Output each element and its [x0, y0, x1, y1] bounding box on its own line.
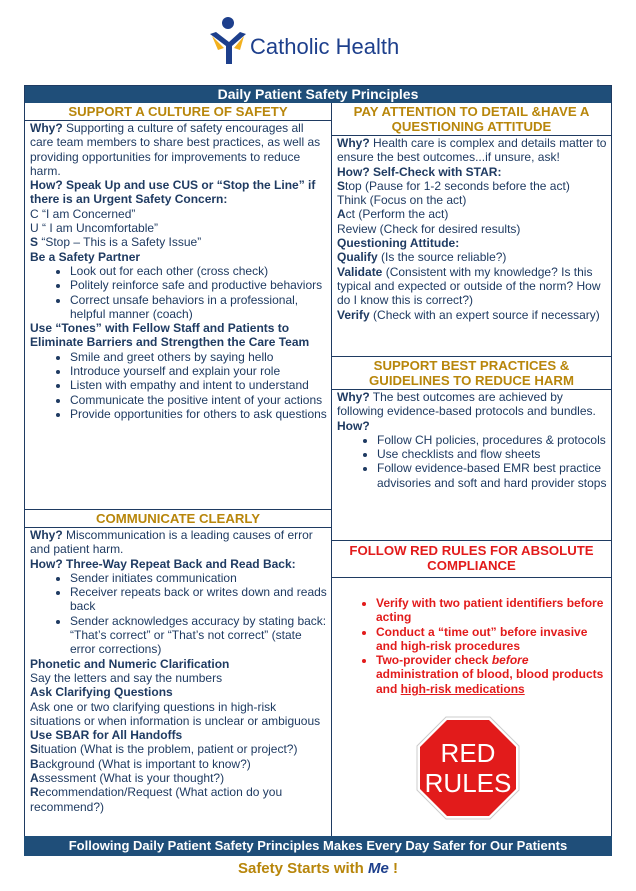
cus-item: U “ I am Uncomfortable”	[30, 221, 159, 236]
list-item: • Receiver repeats back or writes down and reads back	[70, 585, 327, 614]
list-item: • Sender initiates communication	[70, 571, 327, 585]
qa-item: Qualify (Is the source reliable?)	[337, 250, 507, 265]
sbar-item: Situation (What is the problem, patient or project?)	[30, 742, 298, 757]
why-text: Supporting a culture of safety encourages all care team members to share best practices, as well as providing opportunities for improvements to reduce harm.	[30, 121, 321, 178]
catholic-health-figure-logo-icon	[208, 16, 248, 66]
practices-heading: SUPPORT BEST PRACTICES & GUIDELINES TO REDUCE HARM	[332, 357, 611, 390]
detail-section	[332, 103, 611, 357]
ask-label: Ask Clarifying Questions	[30, 685, 173, 700]
detail-why: Why? Health care is complex and details matter to ensure the best outcomes...if unsure, ask!	[337, 136, 607, 165]
practices-list	[337, 433, 607, 490]
list-item: • Follow evidence-based EMR best practice advisories and soft and hard provider stops	[377, 461, 607, 490]
list-item: • Two-provider check before administration of blood, blood products and high-risk medications	[376, 653, 611, 696]
ask-text: Ask one or two clarifying questions in high-risk situations or when information is unclear or ambiguous	[30, 699, 321, 728]
communicate-heading: COMMUNICATE CLEARLY	[25, 510, 331, 528]
culture-body	[25, 121, 331, 421]
safety-principles-frame	[24, 85, 612, 855]
communicate-how: How? Three-Way Repeat Back and Read Back:	[30, 556, 296, 571]
list-item: • Smile and greet others by saying hello	[70, 350, 327, 364]
why-label: Why?	[30, 121, 63, 135]
culture-heading: SUPPORT A CULTURE OF SAFETY	[25, 103, 331, 121]
footer-banner: Following Daily Patient Safety Principles Makes Every Day Safer for Our Patients	[24, 836, 612, 856]
sbar-label: Use SBAR for All Handoffs	[30, 728, 183, 743]
qa-item: Verify (Check with an expert source if necessary)	[337, 307, 600, 322]
list-item: • Introduce yourself and explain your role	[70, 364, 327, 378]
practices-section	[332, 357, 611, 541]
list-item: • Provide opportunities for others to ask questions	[70, 407, 327, 421]
star-item: Think (Focus on the act)	[337, 193, 467, 208]
culture-section	[25, 103, 331, 510]
star-item: Act (Perform the act)	[337, 207, 449, 222]
sign-line1: RED	[440, 738, 496, 768]
communicate-body	[25, 528, 331, 814]
catholic-health-logo	[208, 16, 428, 68]
communicate-why: Why? Miscommunication is a leading causes of error and patient harm.	[30, 528, 313, 557]
partner-list	[30, 264, 327, 321]
list-item: • Politely reinforce safe and productive behaviors	[70, 278, 327, 292]
cus-item: C “I am Concerned”	[30, 206, 136, 221]
qa-item: Validate (Consistent with my knowledge? Is this typical and expected or outside of the norm? How do I know this is correct?)	[337, 264, 601, 308]
tones-label: Use “Tones” with Fellow Staff and Patients to Eliminate Barriers and Strengthen the Care Team	[30, 321, 310, 350]
left-column	[25, 103, 332, 854]
cus-item: S “Stop – This is a Safety Issue”	[30, 235, 202, 250]
list-item: • Listen with empathy and intent to understand	[70, 378, 327, 392]
logo-text: Catholic Health	[250, 34, 400, 59]
phonetic-label: Phonetic and Numeric Clarification	[30, 656, 230, 671]
detail-heading: PAY ATTENTION TO DETAIL &HAVE A QUESTIONING ATTITUDE	[332, 103, 611, 136]
sbar-item: Recommendation/Request (What action do you recommend?)	[30, 785, 283, 814]
red-rules-stop-sign-icon	[416, 716, 520, 820]
partner-label: Be a Safety Partner	[30, 249, 141, 264]
list-item: • Use checklists and flow sheets	[377, 447, 607, 461]
detail-body	[332, 136, 611, 322]
culture-why	[30, 121, 327, 178]
sbar-item: Assessment (What is your thought?)	[30, 771, 225, 786]
practices-how: How?	[337, 418, 370, 433]
sbar-item: Background (What is important to know?)	[30, 756, 251, 771]
list-item: • Conduct a “time out” before invasive and high-risk procedures	[376, 625, 611, 654]
culture-how: How? Speak Up and use CUS or “Stop the Line” if there is an Urgent Safety Concern:	[30, 178, 316, 207]
sign-line2: RULES	[424, 768, 512, 798]
page-title: Daily Patient Safety Principles	[25, 86, 611, 103]
practices-body	[332, 390, 611, 490]
tones-list	[30, 350, 327, 421]
list-item: • Sender acknowledges accuracy by stating back: “That’s correct” or “That’s not correct” (state error corrections)	[70, 614, 327, 657]
redrules-heading: FOLLOW RED RULES FOR ABSOLUTE COMPLIANCE	[332, 541, 611, 578]
star-item: Review (Check for desired results)	[337, 221, 521, 236]
tagline: Safety Starts with Me !	[237, 860, 399, 877]
repeat-back-list	[30, 571, 327, 657]
qa-label: Questioning Attitude:	[337, 236, 460, 251]
phonetic-text: Say the letters and say the numbers	[30, 670, 223, 685]
star-item: Stop (Pause for 1-2 seconds before the act)	[337, 178, 570, 193]
communicate-section	[25, 510, 331, 854]
practices-why: Why? The best outcomes are achieved by following evidence-based protocols and bundles.	[337, 390, 596, 419]
list-item: • Verify with two patient identifiers before acting	[376, 596, 611, 625]
list-item: • Correct unsafe behaviors in a professional, helpful manner (coach)	[70, 293, 327, 322]
list-item: • Look out for each other (cross check)	[70, 264, 327, 278]
list-item: • Communicate the positive intent of your actions	[70, 393, 327, 407]
detail-how: How? Self-Check with STAR:	[337, 164, 502, 179]
redrules-list	[332, 596, 611, 696]
list-item: • Follow CH policies, procedures & protocols	[377, 433, 607, 447]
